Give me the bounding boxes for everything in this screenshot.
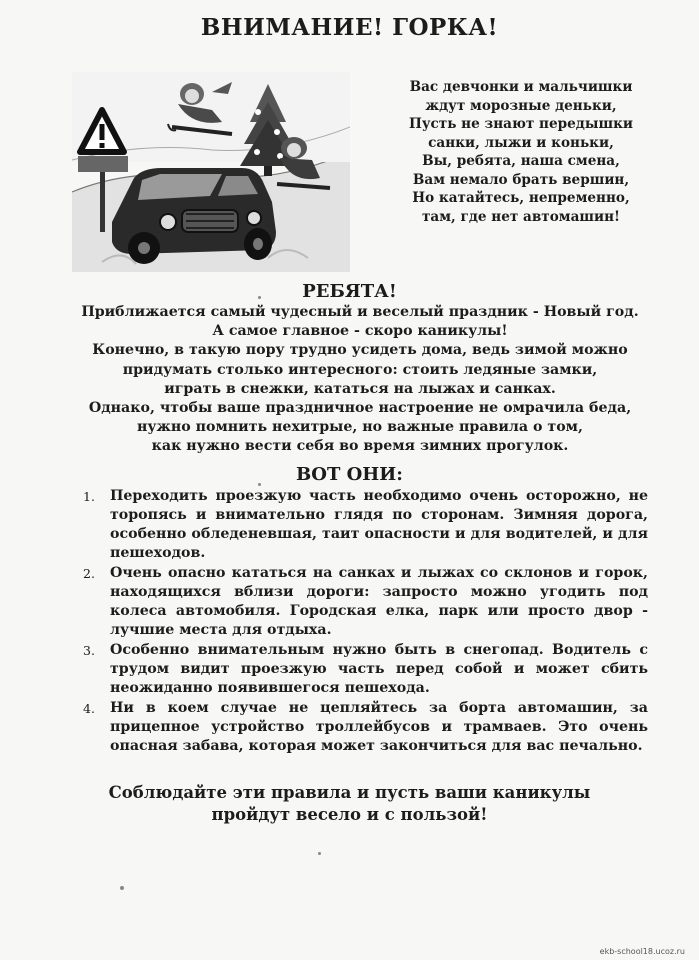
rule-item [80,564,648,640]
rule-text: Переходить проезжую часть необходимо очень осторожно, не торопясь и внимательно глядя по сторонам. Зимняя дорога, особенно обледеневшая, таит опасности и для водителей, и для пешеходов. [110,488,648,561]
scan-speck [258,296,261,299]
intro-line: А самое главное - скоро каникулы! [212,323,508,340]
intro-line: играть в снежки, кататься на лыжах и санках. [164,380,556,397]
rules-list [80,487,648,756]
closing-line: Соблюдайте эти правила и пусть ваши каникулы [108,783,591,802]
rule-item [80,641,648,698]
section-heading-rules: ВОТ ОНИ: [296,464,403,485]
winter-road-illustration [72,72,350,272]
poem [356,78,686,226]
source-watermark: ekb-school18.ucoz.ru [599,947,685,956]
page-title: ВНИМАНИЕ! ГОРКА! [200,14,499,41]
intro-line: нужно помнить нехитрые, но важные правила о том, [137,419,583,436]
closing-line: пройдут весело и с пользой! [211,805,488,824]
intro-line: как нужно вести себя во время зимних прогулок. [151,438,569,455]
intro-line: Однако, чтобы ваше праздничное настроение не омрачила беда, [88,400,632,417]
poem-line: Вам немало брать вершин, [412,171,630,188]
rule-number: 2. [83,566,95,581]
car-icon [112,168,276,264]
poem-line: санки, лыжи и коньки, [428,134,614,151]
poem-line: Вас девчонки и мальчишки [409,79,633,95]
rule-text: Ни в коем случае не цепляйтесь за борта автомашин, за прицепное устройство троллейбусов и трамваев. Это очень опасная забава, которая может закончиться для вас печально. [110,700,648,754]
rule-number: 1. [83,489,95,504]
rule-item [80,699,648,756]
poem-line: там, где нет автомашин! [422,208,620,225]
rule-number: 4. [83,701,95,716]
rule-text: Очень опасно кататься на санках и лыжах со склонов и горок, находящихся вблизи дороги: запросто можно угодить под колеса автомобиля. Городская елка, парк или просто двор - лучшие места для отдыха. [110,565,648,638]
rule-item [80,487,648,563]
scan-speck [258,483,261,486]
intro-line: Конечно, в такую пору трудно усидеть дома, ведь зимой можно [92,342,628,359]
closing-message [0,782,699,826]
rule-text: Особенно внимательным нужно быть в снегопад. Водитель с трудом видит проезжую часть перед собой и может сбить неожиданно появившегося пешехода. [110,642,648,696]
poem-line: ждут морозные деньки, [425,97,617,114]
poem-line: Вы, ребята, наша смена, [422,153,620,169]
rule-number: 3. [83,643,95,658]
intro-paragraph [40,303,680,457]
intro-line: придумать столько интересного: стоить ледяные замки, [122,361,598,378]
intro-line: Приближается самый чудесный и веселый праздник - Новый год. [81,304,639,320]
scan-speck [120,886,124,890]
section-heading-kids: РЕБЯТА! [302,281,397,302]
poem-line: Пусть не знают передышки [408,116,633,132]
scan-speck [318,852,321,855]
poem-line: Но катайтесь, непременно, [412,190,630,206]
